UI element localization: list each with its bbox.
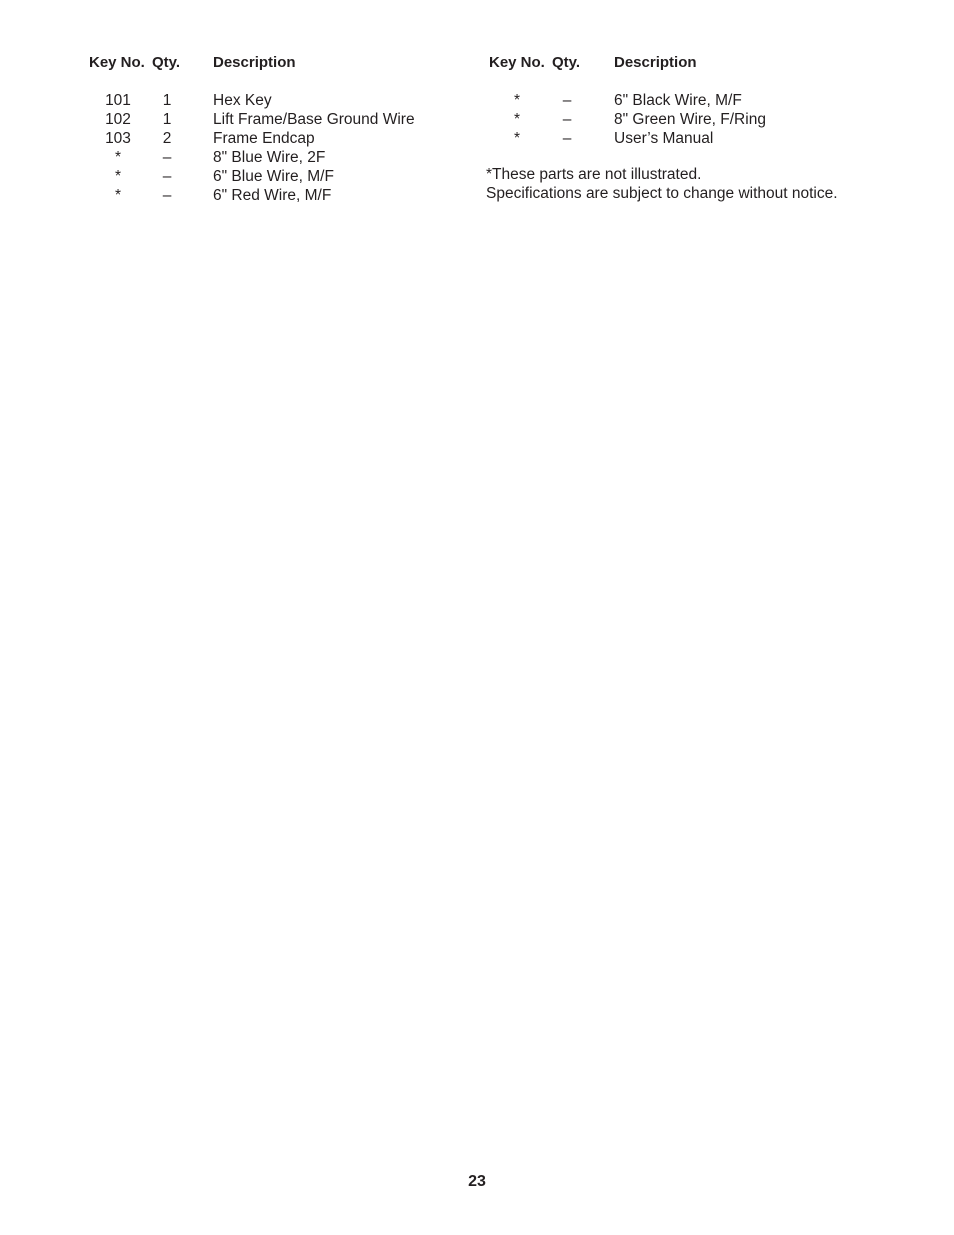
part-key: 101	[105, 92, 131, 109]
part-qty: –	[162, 187, 172, 204]
part-qty: 1	[162, 111, 172, 128]
part-row	[486, 91, 906, 110]
part-row	[486, 110, 906, 129]
part-qty: –	[562, 92, 572, 109]
part-key: *	[513, 111, 521, 128]
header-description: Description	[213, 54, 296, 71]
header-qty: Qty.	[552, 54, 581, 71]
part-qty: –	[562, 130, 572, 147]
part-row	[89, 129, 449, 148]
part-description: Hex Key	[213, 92, 272, 109]
part-row	[89, 110, 449, 129]
header-description: Description	[614, 54, 697, 71]
part-key: *	[114, 187, 122, 204]
part-qty: –	[162, 149, 172, 166]
parts-list-header	[486, 54, 906, 74]
part-description: Lift Frame/Base Ground Wire	[213, 111, 415, 128]
part-key: *	[513, 92, 521, 109]
part-row	[89, 148, 449, 167]
parts-list-header	[89, 54, 449, 74]
part-description: User’s Manual	[614, 130, 714, 147]
part-qty: –	[562, 111, 572, 128]
part-key: 102	[105, 111, 131, 128]
part-description: 6" Red Wire, M/F	[213, 187, 332, 204]
part-key: *	[114, 149, 122, 166]
part-row	[89, 186, 449, 205]
note-not-illustrated: *These parts are not illustrated.	[486, 166, 702, 183]
part-key: *	[513, 130, 521, 147]
part-qty: 1	[162, 92, 172, 109]
page-number: 23	[468, 1173, 486, 1190]
part-row	[89, 167, 449, 186]
header-key-no: Key No.	[489, 54, 545, 71]
part-row	[89, 91, 449, 110]
note-specifications: Specifications are subject to change without notice.	[486, 185, 838, 202]
part-description: 6" Black Wire, M/F	[614, 92, 742, 109]
part-row	[486, 129, 906, 148]
part-qty: 2	[162, 130, 172, 147]
part-description: 8" Blue Wire, 2F	[213, 149, 326, 166]
part-description: 8" Green Wire, F/Ring	[614, 111, 766, 128]
parts-notes	[486, 165, 838, 203]
header-qty: Qty.	[152, 54, 181, 71]
part-description: 6" Blue Wire, M/F	[213, 168, 334, 185]
part-key: *	[114, 168, 122, 185]
parts-list-right	[486, 54, 906, 148]
part-key: 103	[105, 130, 131, 147]
part-description: Frame Endcap	[213, 130, 315, 147]
part-qty: –	[162, 168, 172, 185]
parts-list-left	[89, 54, 449, 205]
header-key-no: Key No.	[89, 54, 145, 71]
